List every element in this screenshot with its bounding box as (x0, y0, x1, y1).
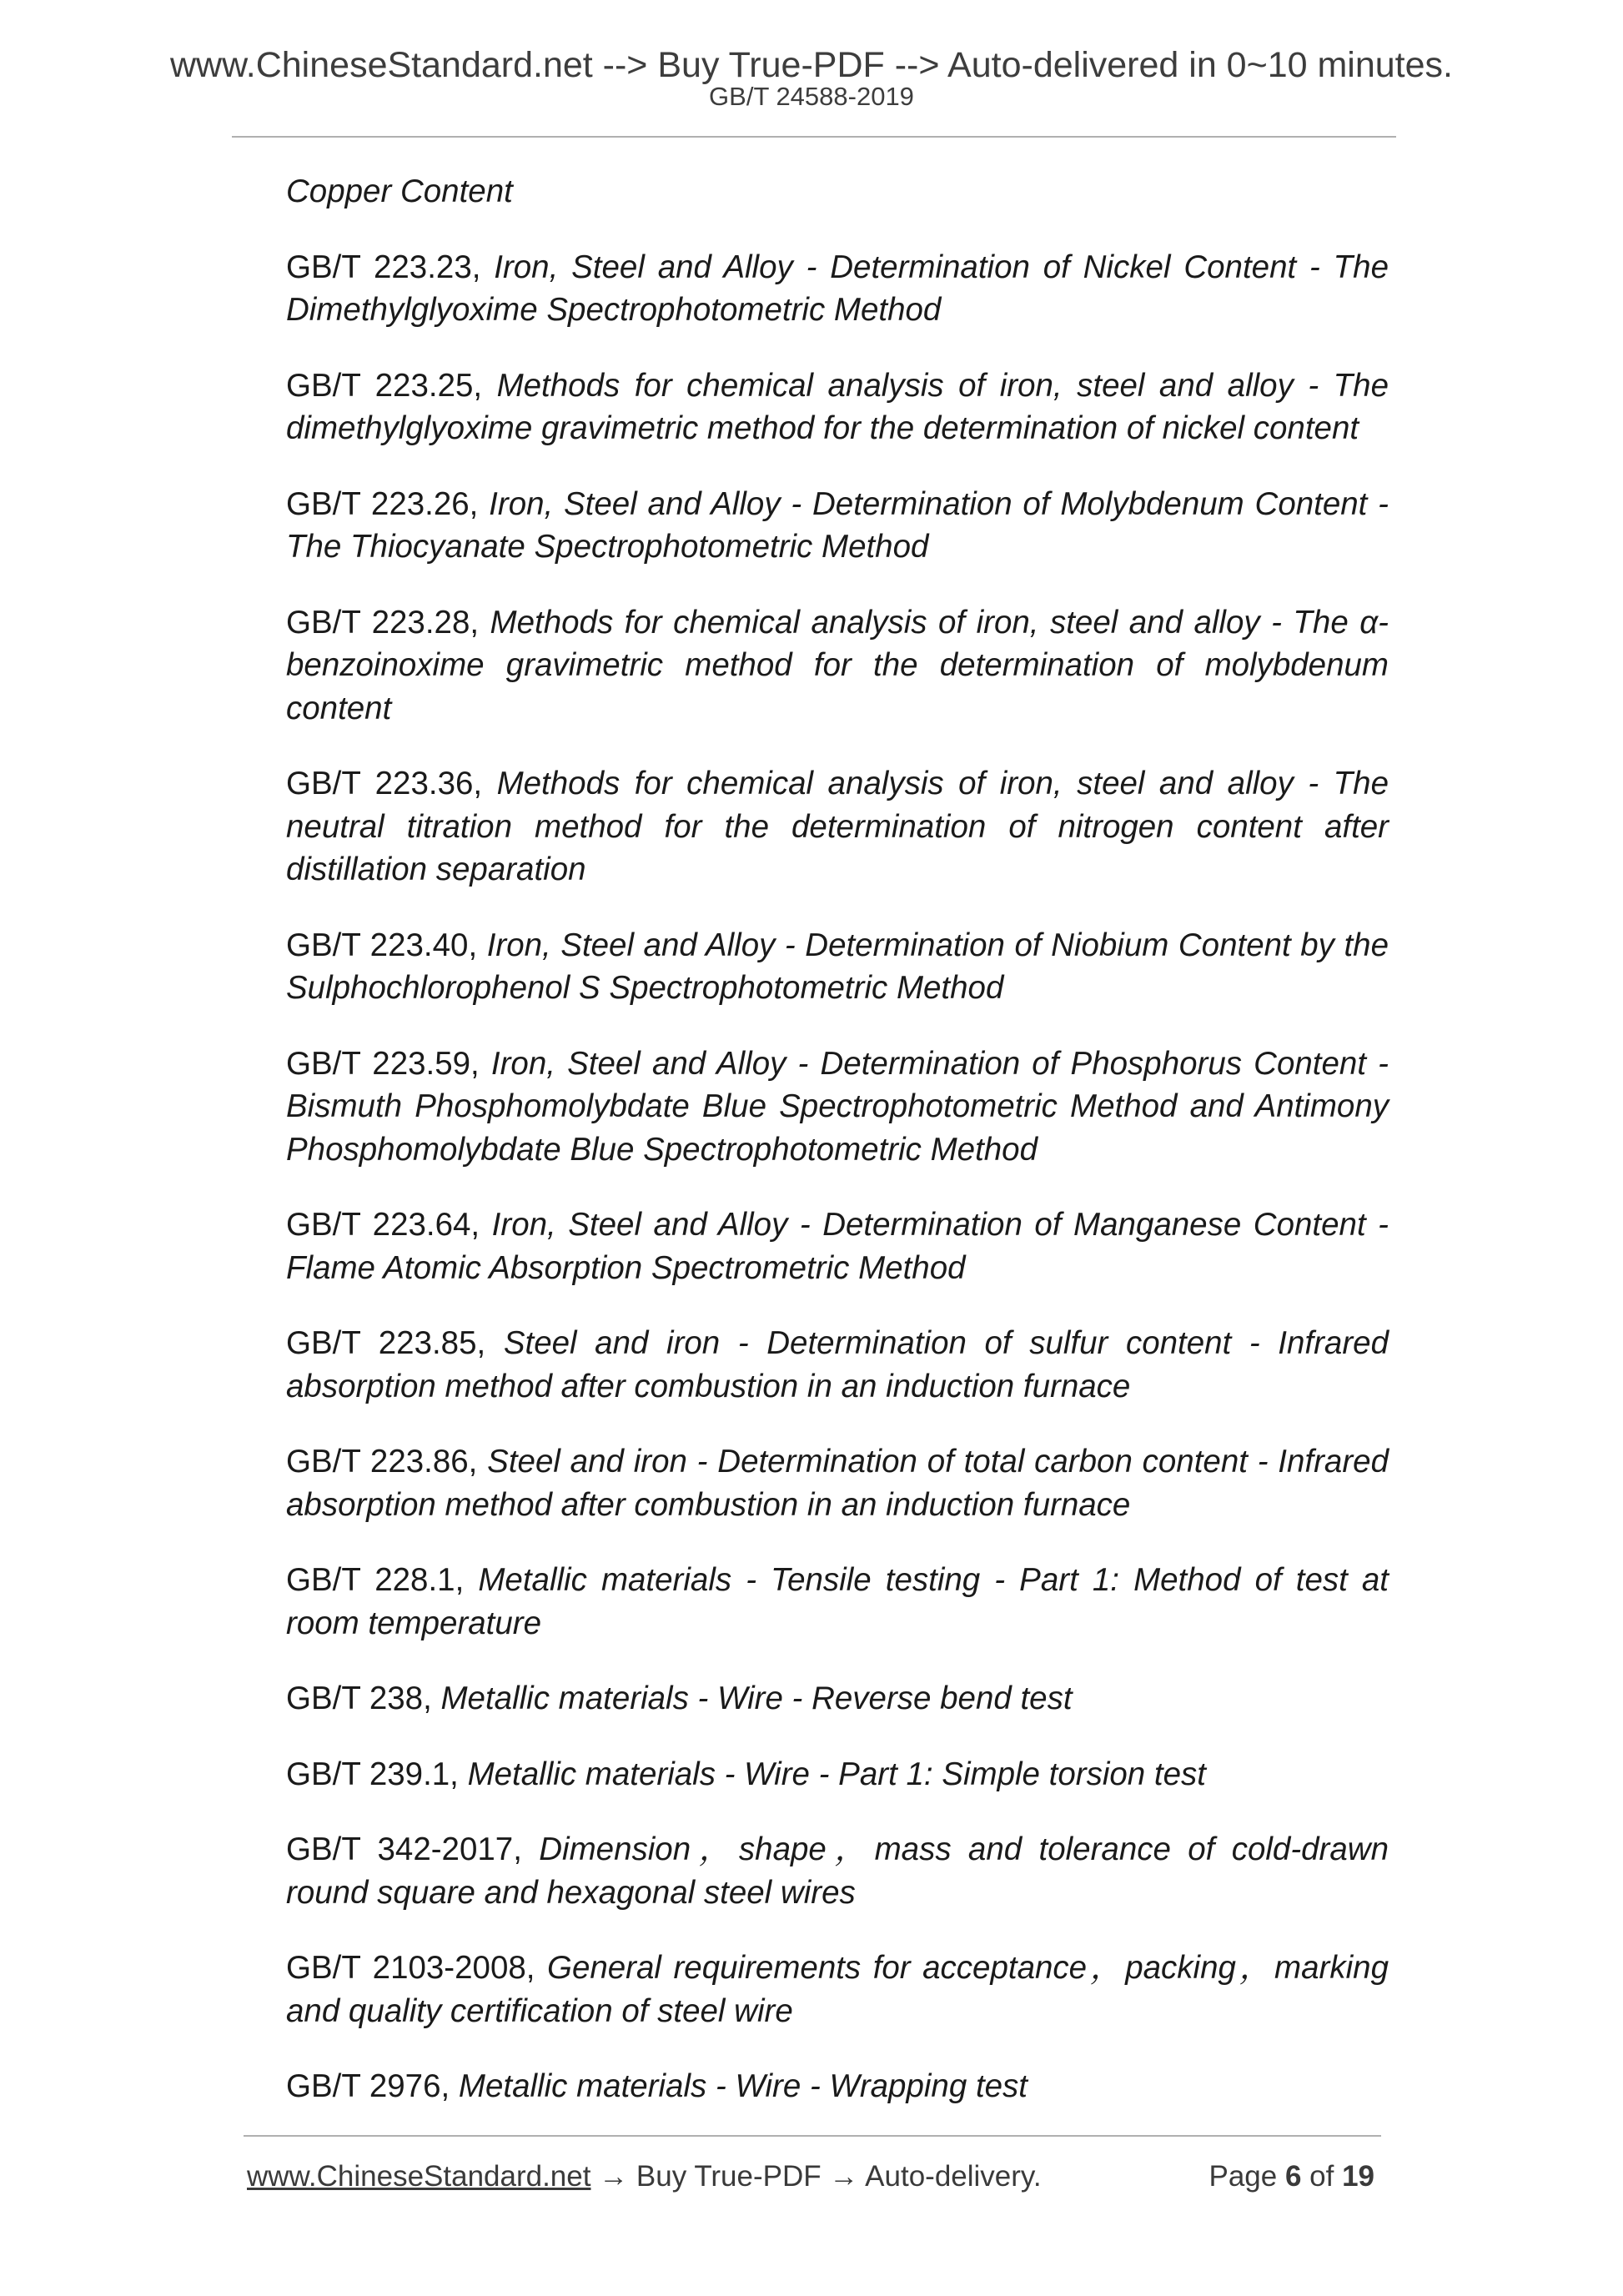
reference-title: Iron, Steel and Alloy - Determination of Niobium Content by the Sulphochlorophenol S Spectrophotometric Method (286, 927, 1389, 1006)
lead-in-text (286, 170, 1389, 214)
reference-code: GB/T 342-2017, (286, 1831, 540, 1867)
reference-item (286, 1042, 1389, 1172)
reference-item (286, 762, 1389, 892)
reference-title: Steel and iron - Determination of total carbon content - Infrared absorption method after combustion in an induction furnace (286, 1444, 1389, 1523)
reference-title: Metallic materials - Wire - Reverse bend test (440, 1681, 1073, 1716)
reference-item (286, 1828, 1389, 1914)
reference-item (286, 1322, 1389, 1408)
references-list (286, 170, 1389, 2141)
reference-code: GB/T 2976, (286, 2068, 459, 2104)
reference-code: GB/T 239.1, (286, 1756, 468, 1792)
reference-item (286, 246, 1389, 332)
reference-title: Iron, Steel and Alloy - Determination of Phosphorus Content - Bismuth Phosphomolybdate Blue Spectrophotometric Method and Antimony Phosphomolybdate Blue Spectrophotometric Method (286, 1045, 1389, 1168)
reference-code: GB/T 223.23, (286, 249, 495, 285)
page-label: Page (1208, 2160, 1285, 2193)
reference-item (286, 1753, 1389, 1796)
reference-code: GB/T 2103-2008, (286, 1950, 547, 1986)
reference-item (286, 483, 1389, 569)
reference-item (286, 601, 1389, 731)
reference-title: Metallic materials - Wire - Wrapping test (458, 2068, 1028, 2104)
reference-title: Methods for chemical analysis of iron, steel and alloy - The neutral titration method for the determination of nitrogen content after distillation separation (286, 766, 1389, 887)
reference-item (286, 1559, 1389, 1645)
reference-code: GB/T 223.25, (286, 367, 497, 404)
footer-left (247, 2158, 1042, 2195)
reference-code: GB/T 223.64, (286, 1207, 492, 1243)
lead-in-title: Copper Content (286, 173, 513, 209)
reference-code: GB/T 228.1, (286, 1562, 479, 1598)
reference-title: Iron, Steel and Alloy - Determination of Molybdenum Content - The Thiocyanate Spectrophotometric Method (286, 485, 1389, 565)
reference-code: GB/T 223.40, (286, 927, 487, 963)
reference-item (286, 1677, 1389, 1721)
reference-title: Metallic materials - Wire - Part 1: Simple torsion test (467, 1756, 1206, 1792)
header-divider (232, 136, 1396, 138)
reference-code: GB/T 223.36, (286, 766, 497, 801)
reference-title: Metallic materials - Tensile testing - Part 1: Method of test at room temperature (286, 1562, 1389, 1641)
page-indicator (1208, 2158, 1374, 2195)
reference-item (286, 924, 1389, 1010)
reference-code: GB/T 223.85, (286, 1325, 504, 1361)
reference-item (286, 364, 1389, 450)
reference-title: Iron, Steel and Alloy - Determination of Nickel Content - The Dimethylglyoxime Spectrophotometric Method (286, 249, 1389, 328)
footer-divider (244, 2135, 1381, 2137)
page-of-label: of (1301, 2160, 1343, 2193)
footer-tagline: → Buy True-PDF → Auto-delivery. (590, 2160, 1042, 2193)
reference-code: GB/T 223.59, (286, 1045, 491, 1082)
reference-item (286, 1947, 1389, 2032)
document-code: GB/T 24588-2019 (709, 82, 914, 111)
reference-title: Dimension，shape，mass and tolerance of cold-drawn round square and hexagonal steel wires (286, 1831, 1389, 1911)
reference-title: Methods for chemical analysis of iron, steel and alloy - The dimethylglyoxime gravimetric method for the determination of nickel content (286, 367, 1389, 446)
reference-title: General requirements for acceptance，packing，marking and quality certification of steel wire (286, 1950, 1389, 2029)
reference-code: GB/T 223.28, (286, 604, 490, 641)
reference-title: Iron, Steel and Alloy - Determination of Manganese Content - Flame Atomic Absorption Spectrometric Method (286, 1207, 1389, 1286)
page-current: 6 (1284, 2160, 1302, 2193)
site-link[interactable]: www.ChineseStandard.net (247, 2160, 591, 2193)
reference-code: GB/T 223.86, (286, 1444, 488, 1480)
reference-item (286, 1440, 1389, 1526)
page-total: 19 (1342, 2160, 1374, 2193)
reference-title: Steel and iron - Determination of sulfur content - Infrared absorption method after combustion in an induction furnace (286, 1325, 1389, 1404)
reference-title: Methods for chemical analysis of iron, steel and alloy - The α-benzoinoxime gravimetric method for the determination of molybdenum content (286, 604, 1389, 726)
reference-code: GB/T 223.26, (286, 485, 490, 522)
reference-code: GB/T 238, (286, 1681, 441, 1716)
reference-item (286, 2065, 1389, 2108)
top-banner: www.ChineseStandard.net --> Buy True-PDF --> Auto-delivered in 0~10 minutes. (169, 45, 1453, 85)
reference-item (286, 1203, 1389, 1289)
